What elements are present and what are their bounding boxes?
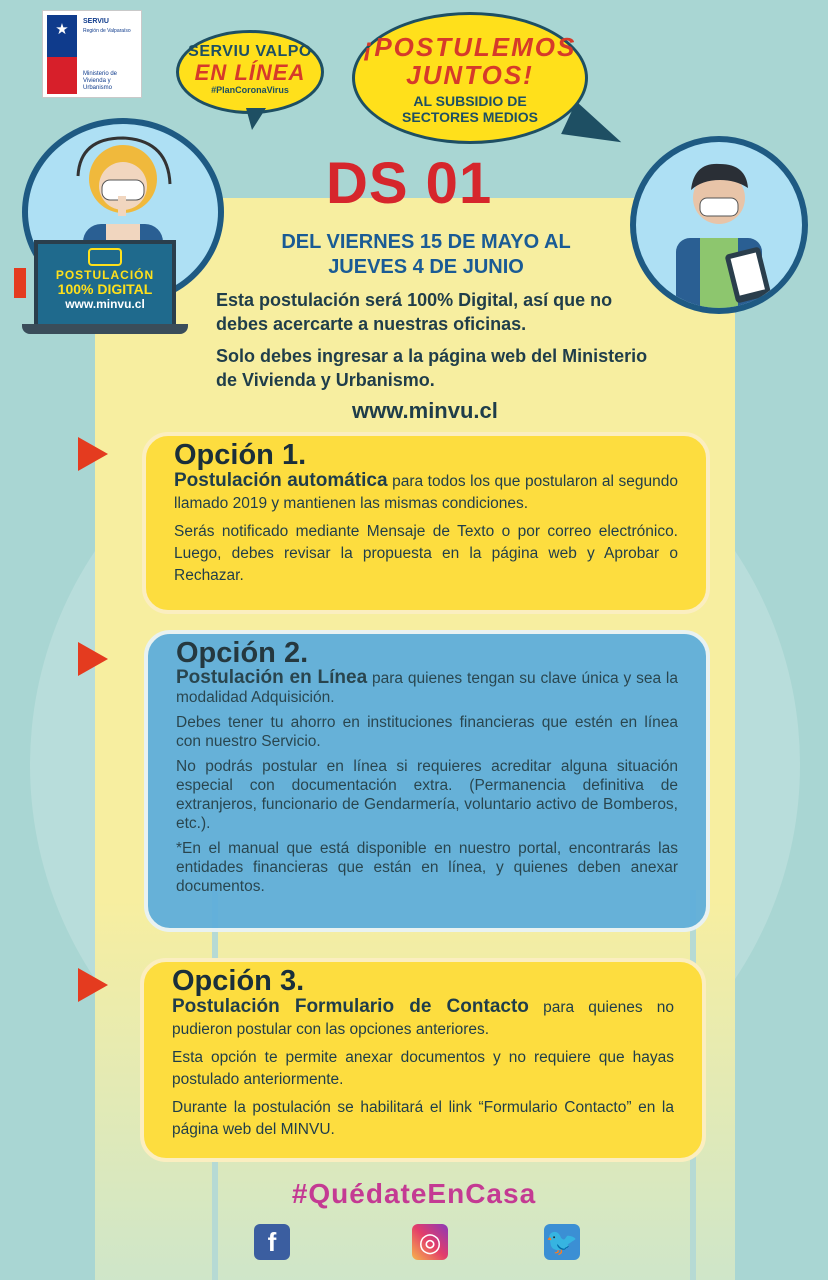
option-card-1: Opción 1. Postulación automática para todos los que postularon al segundo llamado 2019 y mantienen las mismas condiciones. Serás notificado mediante Mensaje de Texto o por correo electrónico. Luego, debes revisar la propuesta en la página web y Aprobar o Rechazar. [142,432,710,614]
page-title: DS 01 [326,151,493,216]
laptop-base [22,324,188,334]
option-title: Opción 3. [172,965,305,997]
logo-ministry: Ministerio de Vivienda y Urbanismo [83,71,118,91]
star-icon: ★ [55,21,69,38]
option-title: Opción 1. [174,439,307,471]
ministry-logo [42,10,142,98]
laptop-screen: POSTULACIÓN 100% DIGITAL www.minvu.cl [34,240,176,328]
arrow-marker-icon [78,437,108,471]
intro-text: Esta postulación será 100% Digital, así que no debes acercarte a nuestras oficinas. Solo debes ingresar a la página web del Ministerio de Vivienda y Urbanismo. [216,290,648,390]
facebook-icon[interactable]: f [254,1224,290,1260]
house-icon [88,248,122,266]
speech-bubble-serviu: SERVIU VALPO EN LÍNEA #PlanCoronaVirus [176,30,324,114]
arrow-marker-icon [14,268,26,298]
logo-region: Región de Valparaíso [83,28,131,34]
instagram-icon[interactable]: ◎ [412,1224,448,1260]
operator-man-avatar [630,136,808,314]
hashtag: #QuédateEnCasa [291,1178,537,1209]
twitter-icon[interactable]: 🐦 [544,1224,580,1260]
option-title: Opción 2. [176,637,309,669]
option-card-3: Opción 3. Postulación Formulario de Contacto para quienes no pudieron postular con las opciones anteriores. Esta opción te permite anexar documentos y no requiere que hayas postulado anteriormente. Durante la postulación se habilitará el link “Formulario Contacto” en la página web del MINVU. [140,958,706,1162]
website-url[interactable]: www.minvu.cl [352,398,498,423]
bubble-tail [246,108,266,130]
arrow-marker-icon [78,642,108,676]
arrow-marker-icon [78,968,108,1002]
speech-bubble-postulemos: ¡POSTULEMOS JUNTOS! AL SUBSIDIO DE SECTORES MEDIOS [352,12,588,144]
logo-serviu: SERVIU [83,18,109,25]
option-card-2: Opción 2. Postulación en Línea para quienes tengan su clave única y sea la modalidad Adquisición. Debes tener tu ahorro en instituciones financieras que estén en línea con nuestro Servicio. No podrás postular en línea si requieres acreditar alguna situación especial con documentación extra. (Permanencia definitiva de extranjeros, funcionario de Gendarmería, voluntario activo de Bomberos, etc.). *En el manual que está disponible en nuestro portal, encontrarás las entidades financieras que están en línea, y quienes deben anexar documentos. [144,630,710,932]
date-range: DEL VIERNES 15 DE MAYO AL JUEVES 4 DE JUNIO [281,231,571,278]
